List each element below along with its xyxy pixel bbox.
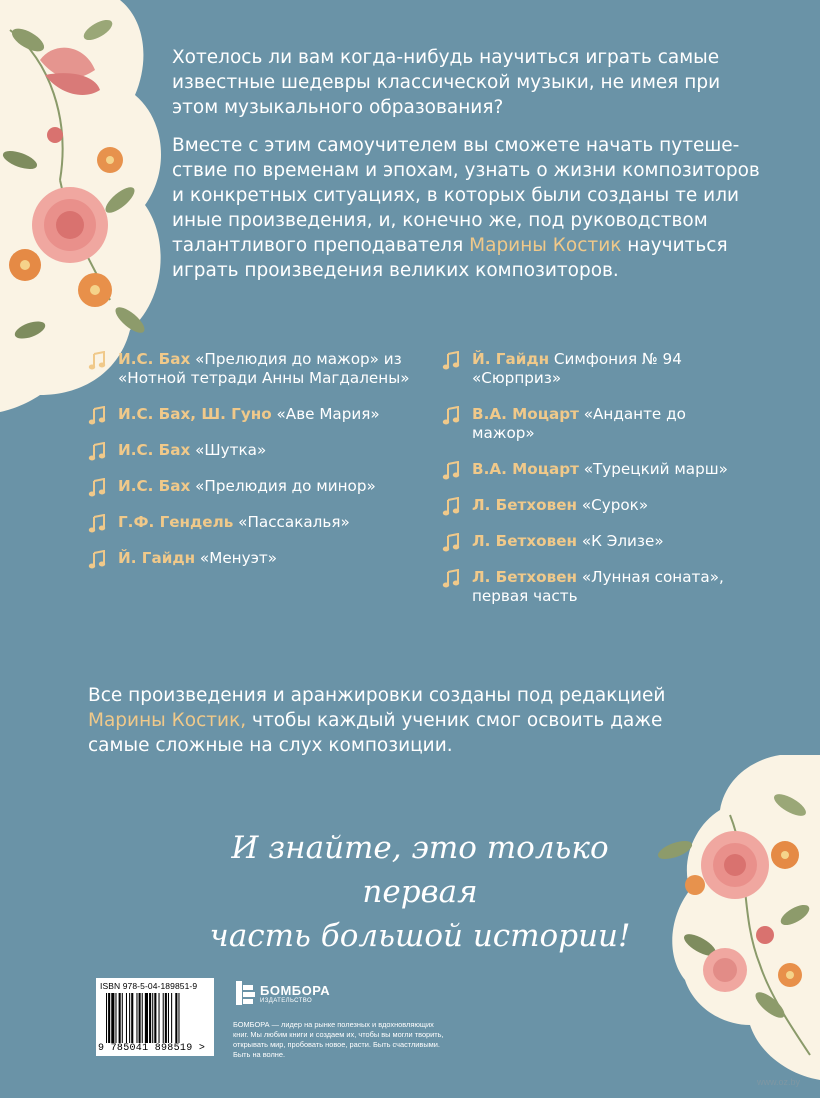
repertoire-list-left bbox=[88, 350, 418, 585]
composer-name: И.С. Бах bbox=[118, 350, 191, 368]
repertoire-item bbox=[88, 441, 438, 460]
barcode-bar bbox=[171, 993, 172, 1043]
barcode-bar bbox=[131, 993, 133, 1043]
composer-name: Й. Гайдн bbox=[118, 549, 196, 567]
music-note-icon bbox=[88, 442, 106, 462]
music-note-icon bbox=[442, 497, 460, 517]
repertoire-item bbox=[442, 350, 737, 388]
intro-paragraph-2-ending: научиться играть произведения великих композиторов. bbox=[172, 235, 728, 281]
repertoire-item bbox=[442, 532, 792, 551]
music-note-icon bbox=[442, 406, 460, 426]
composer-name: Л. Бетховен bbox=[472, 568, 577, 586]
barcode-bar bbox=[154, 993, 156, 1043]
publisher-name: БОМБОРА bbox=[260, 983, 331, 998]
repertoire-item bbox=[442, 460, 792, 479]
composer-name: И.С. Бах, Ш. Гуно bbox=[118, 405, 272, 423]
publisher-subtitle: ИЗДАТЕЛЬСТВО bbox=[260, 998, 313, 1004]
music-note-icon bbox=[442, 533, 460, 553]
composer-name: В.А. Моцарт bbox=[472, 460, 579, 478]
barcode-bar bbox=[126, 993, 127, 1043]
composer-name: Й. Гайдн bbox=[472, 350, 550, 368]
script-tagline bbox=[190, 826, 650, 958]
barcode-bar bbox=[145, 993, 148, 1043]
floral-decoration-bottom-right bbox=[640, 755, 820, 1098]
barcode-bar bbox=[115, 993, 116, 1043]
piece-title: «Лунная соната», первая часть bbox=[472, 568, 724, 605]
isbn-label: ISBN 978-5-04-189851-9 bbox=[100, 981, 198, 991]
piece-title: Симфония № 94 «Сюрприз» bbox=[472, 350, 682, 387]
piece-title: «Менуэт» bbox=[195, 549, 278, 567]
music-note-icon bbox=[442, 351, 460, 371]
isbn-number: 9 785041 898519 > bbox=[98, 1043, 206, 1054]
piece-title: «Прелюдия до минор» bbox=[190, 477, 376, 495]
barcode-bar bbox=[149, 993, 151, 1043]
barcode-bar bbox=[159, 993, 160, 1043]
composer-name: И.С. Бах bbox=[118, 441, 191, 459]
piece-title: «Шутка» bbox=[190, 441, 267, 459]
piece-title: «К Элизе» bbox=[577, 532, 664, 550]
composer-name: В.А. Моцарт bbox=[472, 405, 579, 423]
music-note-icon bbox=[88, 514, 106, 534]
barcode-bar bbox=[111, 993, 114, 1043]
barcode-bar bbox=[129, 993, 130, 1043]
watermark: www.oz.by bbox=[757, 1077, 801, 1087]
barcode-bar bbox=[139, 993, 141, 1043]
music-note-icon bbox=[88, 406, 106, 426]
repertoire-item bbox=[88, 350, 418, 388]
barcode-bar bbox=[119, 993, 121, 1043]
intro-paragraph-1: Хотелось ли вам когда-нибудь научиться играть самые известные шедевры классической музыки, не имея при этом музыкального образования? bbox=[172, 47, 721, 118]
composer-name: И.С. Бах bbox=[118, 477, 191, 495]
barcode-bar bbox=[122, 993, 123, 1043]
outro-text-ending: чтобы каждый ученик смог освоить даже самые сложные на слух композиции. bbox=[88, 710, 663, 756]
barcode-bar bbox=[152, 993, 153, 1043]
repertoire-item bbox=[88, 477, 438, 496]
barcode-bar bbox=[142, 993, 143, 1043]
script-line-2: часть большой истории! bbox=[209, 918, 631, 954]
piece-title: «Пассакалья» bbox=[233, 513, 350, 531]
barcode-bar bbox=[108, 993, 110, 1043]
composer-name: Г.Ф. Гендель bbox=[118, 513, 234, 531]
music-note-icon bbox=[88, 550, 106, 570]
repertoire-item bbox=[88, 513, 438, 532]
outro-author-highlight: Марины Костик, bbox=[88, 710, 247, 731]
repertoire-item bbox=[88, 405, 438, 424]
intro-paragraph-2-text: Вместе с этим самоучителем вы сможете начать путеше-ствие по временам и эпохам, узнать о жизни композиторов и конкретных ситуациях, в которых были созданы те или иные произведения, и, конечно же, под руководством талантливого преподавателя bbox=[172, 135, 760, 256]
music-note-icon bbox=[442, 461, 460, 481]
script-line-1: И знайте, это только первая bbox=[231, 830, 609, 910]
music-note-icon bbox=[88, 351, 106, 371]
piece-title: «Турецкий марш» bbox=[578, 460, 728, 478]
barcode-icon bbox=[106, 993, 210, 1043]
composer-name: Л. Бетховен bbox=[472, 496, 577, 514]
outro-paragraph bbox=[88, 683, 688, 758]
bombora-logo-icon bbox=[234, 979, 256, 1007]
barcode-bar bbox=[175, 993, 177, 1043]
author-name-highlight: Марины Костик bbox=[469, 235, 622, 256]
composer-name: Л. Бетховен bbox=[472, 532, 577, 550]
outro-text: Все произведения и аранжировки созданы под редакцией bbox=[88, 685, 666, 706]
barcode-bar bbox=[168, 993, 169, 1043]
barcode-bar bbox=[163, 993, 164, 1043]
music-note-icon bbox=[88, 478, 106, 498]
repertoire-item bbox=[442, 405, 722, 443]
publisher-description: БОМБОРА — лидер на рынке полезных и вдохновляющих книг. Мы любим книги и создаем их, чтобы вы могли творить, открывать мир, пробовать новое, расти. Быть счастливыми. Быть на волне. bbox=[233, 1020, 444, 1059]
barcode-bar bbox=[178, 993, 179, 1043]
piece-title: «Аве Мария» bbox=[271, 405, 380, 423]
barcode-bar bbox=[165, 993, 167, 1043]
repertoire-list-right bbox=[442, 350, 772, 623]
barcode-bar bbox=[136, 993, 137, 1043]
intro-paragraph-2 bbox=[172, 133, 772, 283]
isbn-barcode-block bbox=[96, 978, 214, 1056]
piece-title: «Прелюдия до мажор» из «Нотной тетради Анны Магдалены» bbox=[118, 350, 410, 387]
piece-title: «Сурок» bbox=[577, 496, 649, 514]
repertoire-item bbox=[88, 549, 438, 568]
music-note-icon bbox=[442, 569, 460, 589]
piece-title: «Анданте до мажор» bbox=[472, 405, 686, 442]
barcode-bar bbox=[106, 993, 107, 1043]
repertoire-item bbox=[442, 496, 792, 515]
repertoire-item bbox=[442, 568, 752, 606]
